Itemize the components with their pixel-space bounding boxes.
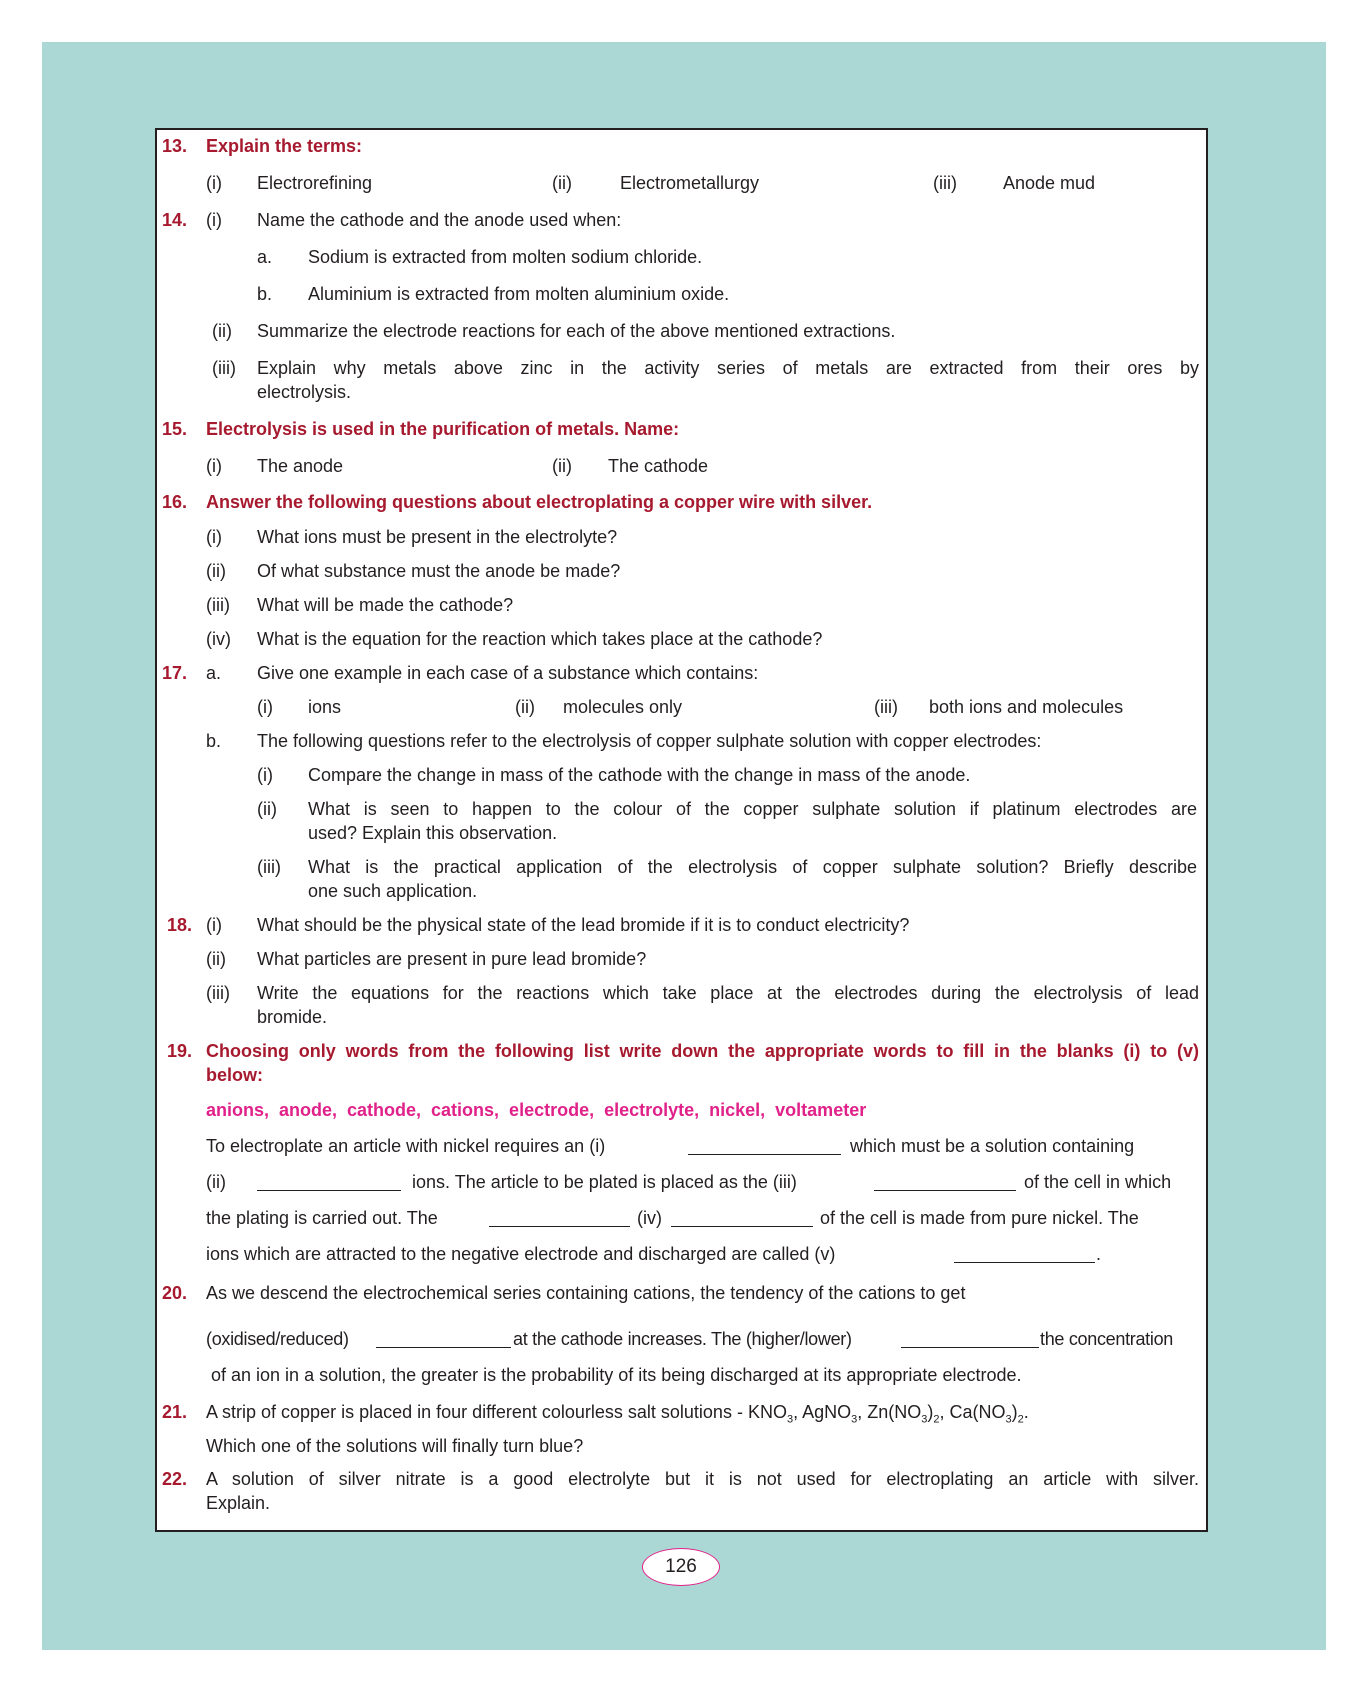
- q16-item-label: (ii): [206, 561, 226, 581]
- q16-item-label: (iv): [206, 629, 231, 649]
- passage-text: (iv): [637, 1208, 662, 1228]
- q18-item-label: (i): [206, 915, 222, 935]
- q14-iii-text: Explain why metals above zinc in the activity series of metals are extracted from their ores by: [257, 358, 1199, 378]
- q17-a-item-label: (i): [257, 697, 273, 717]
- q18-item-text: What should be the physical state of the lead bromide if it is to conduct electricity?: [257, 915, 910, 935]
- question-number-19: 19.: [167, 1041, 193, 1061]
- q17-a-label: a.: [206, 663, 222, 683]
- q13-item-text: Anode mud: [1003, 173, 1096, 193]
- q13-item-label: (iii): [933, 173, 957, 193]
- q21-text: A strip of copper is placed in four different colourless salt solutions - $KNO_3$, AgNO$_3$, $Zn(NO_3)_2$, $Ca(NO_3)_2$.: [206, 1402, 1029, 1426]
- q16-item-text: What will be made the cathode?: [257, 595, 514, 615]
- q14-i-text: Name the cathode and the anode used when:: [257, 210, 622, 230]
- q13-item-text: Electrorefining: [257, 173, 373, 193]
- question-number-17: 17.: [162, 663, 188, 683]
- answer-blank[interactable]: [874, 1189, 1016, 1191]
- question-number-13: 13.: [162, 136, 188, 156]
- answer-blank[interactable]: [257, 1189, 401, 1191]
- answer-blank[interactable]: [901, 1346, 1039, 1348]
- q18-item-label: (iii): [206, 983, 230, 1003]
- q16-item-text: What ions must be present in the electrolyte?: [257, 527, 618, 547]
- q20-text: at the cathode increases. The (higher/lower): [513, 1329, 852, 1349]
- question-number-22: 22.: [162, 1469, 188, 1489]
- passage-text: To electroplate an article with nickel requires an (i): [206, 1136, 606, 1156]
- q17-b-item-text: Compare the change in mass of the cathode with the change in mass of the anode.: [308, 765, 971, 785]
- q16-item-label: (i): [206, 527, 222, 547]
- question-19-heading: below:: [206, 1065, 263, 1085]
- q20-text: of an ion in a solution, the greater is the probability of its being discharged at its appropriate electrode.: [211, 1365, 1022, 1385]
- q17-a-item-label: (iii): [874, 697, 898, 717]
- passage-text: ions. The article to be plated is placed as the (iii): [412, 1172, 797, 1192]
- question-number-15: 15.: [162, 419, 188, 439]
- q17-a-item-text: both ions and molecules: [929, 697, 1124, 717]
- page-number: 126: [642, 1548, 720, 1586]
- q17-a-item-text: molecules only: [563, 697, 683, 717]
- q14-sub-text: Sodium is extracted from molten sodium chloride.: [308, 247, 703, 267]
- q18-item-text: bromide.: [257, 1007, 328, 1027]
- q17-b-item-label: (ii): [257, 799, 277, 819]
- passage-text: .: [1096, 1244, 1102, 1264]
- q17-b-item-label: (i): [257, 765, 273, 785]
- question-16-heading: Answer the following questions about electroplating a copper wire with silver.: [206, 492, 873, 512]
- question-13-heading: Explain the terms:: [206, 136, 363, 156]
- q17-b-label: b.: [206, 731, 222, 751]
- passage-text: the plating is carried out. The: [206, 1208, 438, 1228]
- q14-iii-text: electrolysis.: [257, 382, 352, 402]
- q16-item-text: Of what substance must the anode be made?: [257, 561, 621, 581]
- q15-item-label: (ii): [552, 456, 572, 476]
- q22-text: A solution of silver nitrate is a good electrolyte but it is not used for electroplating an article with silver.: [206, 1469, 1199, 1489]
- q17-a-item-label: (ii): [515, 697, 535, 717]
- question-number-18: 18.: [167, 915, 193, 935]
- question-number-16: 16.: [162, 492, 188, 512]
- q16-item-label: (iii): [206, 595, 230, 615]
- q20-text: (oxidised/reduced): [206, 1329, 349, 1349]
- passage-text: which must be a solution containing: [850, 1136, 1135, 1156]
- answer-blank[interactable]: [688, 1153, 841, 1155]
- q15-item-text: The cathode: [608, 456, 709, 476]
- q14-sub-label: b.: [257, 284, 273, 304]
- q17-a-item-text: ions: [308, 697, 342, 717]
- q13-item-label: (i): [206, 173, 222, 193]
- question-number-14: 14.: [162, 210, 188, 230]
- q16-item-text: What is the equation for the reaction which takes place at the cathode?: [257, 629, 823, 649]
- passage-text: (ii): [206, 1172, 226, 1192]
- word-list: anions, anode, cathode, cations, electrode, electrolyte, nickel, voltameter: [206, 1100, 867, 1120]
- q20-text: the concentration: [1040, 1329, 1173, 1349]
- q14-i-label: (i): [206, 210, 222, 230]
- q17-b-item-text: used? Explain this observation.: [308, 823, 558, 843]
- answer-blank[interactable]: [489, 1225, 630, 1227]
- q18-item-label: (ii): [206, 949, 226, 969]
- q13-item-label: (ii): [552, 173, 572, 193]
- q14-sub-label: a.: [257, 247, 273, 267]
- q17-b-item-text: What is seen to happen to the colour of the copper sulphate solution if platinum electrodes are: [308, 799, 1197, 819]
- q21-text: Which one of the solutions will finally turn blue?: [206, 1436, 584, 1456]
- q14-iii-label: (iii): [212, 358, 236, 378]
- question-15-heading: Electrolysis is used in the purification of metals. Name:: [206, 419, 680, 439]
- passage-text: ions which are attracted to the negative electrode and discharged are called (v): [206, 1244, 836, 1264]
- q18-item-text: What particles are present in pure lead bromide?: [257, 949, 647, 969]
- q13-item-text: Electrometallurgy: [620, 173, 760, 193]
- q17-b-item-text: one such application.: [308, 881, 478, 901]
- passage-text: of the cell in which: [1024, 1172, 1172, 1192]
- q18-item-text: Write the equations for the reactions which take place at the electrodes during the electrolysis of lead: [257, 983, 1199, 1003]
- q22-text: Explain.: [206, 1493, 271, 1513]
- q20-text: As we descend the electrochemical series containing cations, the tendency of the cations to get: [206, 1283, 966, 1303]
- q15-item-text: The anode: [257, 456, 344, 476]
- question-number-21: 21.: [162, 1402, 188, 1422]
- q14-ii-label: (ii): [212, 321, 232, 341]
- answer-blank[interactable]: [954, 1261, 1095, 1263]
- q17-a-text: Give one example in each case of a substance which contains:: [257, 663, 759, 683]
- answer-blank[interactable]: [671, 1225, 813, 1227]
- q14-ii-text: Summarize the electrode reactions for each of the above mentioned extractions.: [257, 321, 896, 341]
- q17-b-item-label: (iii): [257, 857, 281, 877]
- q15-item-label: (i): [206, 456, 222, 476]
- answer-blank[interactable]: [376, 1346, 511, 1348]
- passage-text: of the cell is made from pure nickel. The: [820, 1208, 1139, 1228]
- question-19-heading: Choosing only words from the following list write down the appropriate words to fill in the blanks (i) to (v): [206, 1041, 1199, 1061]
- question-number-20: 20.: [162, 1283, 188, 1303]
- q17-b-item-text: What is the practical application of the electrolysis of copper sulphate solution? Briefly describe: [308, 857, 1197, 877]
- q17-b-text: The following questions refer to the electrolysis of copper sulphate solution with copper electrodes:: [257, 731, 1042, 751]
- q14-sub-text: Aluminium is extracted from molten aluminium oxide.: [308, 284, 730, 304]
